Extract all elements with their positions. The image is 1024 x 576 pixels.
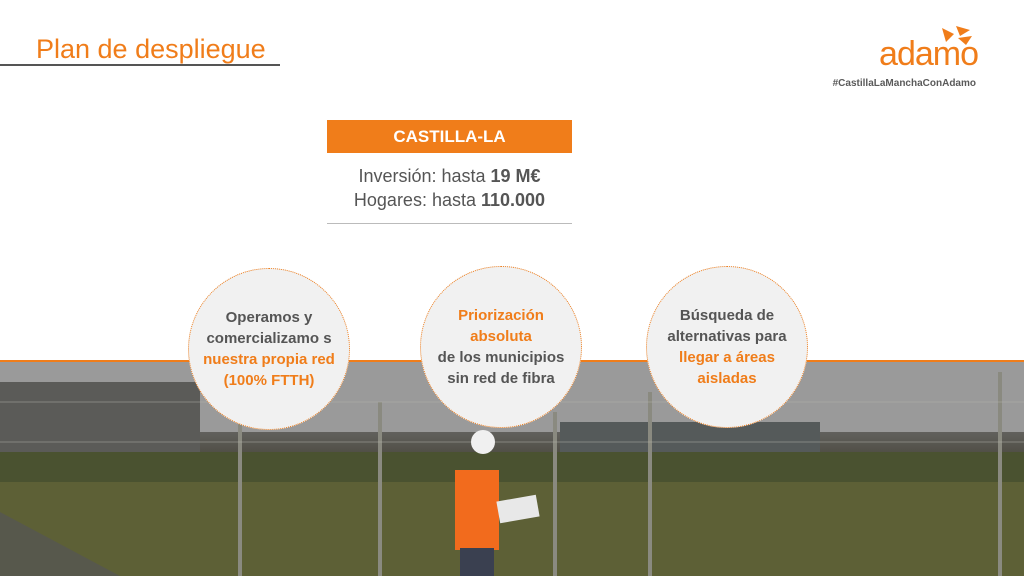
circle3-text: Búsqueda de alternativas para xyxy=(667,307,787,345)
homes-line xyxy=(327,188,572,212)
hashtag: #CastillaLaManchaConAdamo xyxy=(832,78,976,89)
circle-alternatives xyxy=(646,266,808,428)
page-title: Plan de despliegue xyxy=(36,34,266,64)
region-title: CASTILLA-LA xyxy=(327,120,572,153)
circle-own-network xyxy=(188,268,350,430)
circle1-highlight: nuestra propia red (100% FTTH) xyxy=(203,351,335,389)
investment-label: Inversión: hasta xyxy=(358,166,486,186)
title-underline xyxy=(0,64,280,66)
circle3-highlight: llegar a áreas aisladas xyxy=(679,349,775,387)
homes-label: Hogares: hasta xyxy=(353,190,476,210)
homes-value: 110.000 xyxy=(481,190,546,210)
brand-name: adamo xyxy=(879,35,978,73)
circle-priority xyxy=(420,266,582,428)
region-divider xyxy=(327,223,572,224)
investment-line xyxy=(327,164,572,188)
circle1-text: Operamos y comercializamo s xyxy=(206,309,332,347)
region-card xyxy=(327,120,572,224)
circle2-highlight: Priorización absoluta xyxy=(458,307,544,345)
brand-logo xyxy=(860,24,978,74)
investment-value: 19 M€ xyxy=(490,166,541,186)
circle2-text: de los municipios sin red de fibra xyxy=(437,349,565,387)
